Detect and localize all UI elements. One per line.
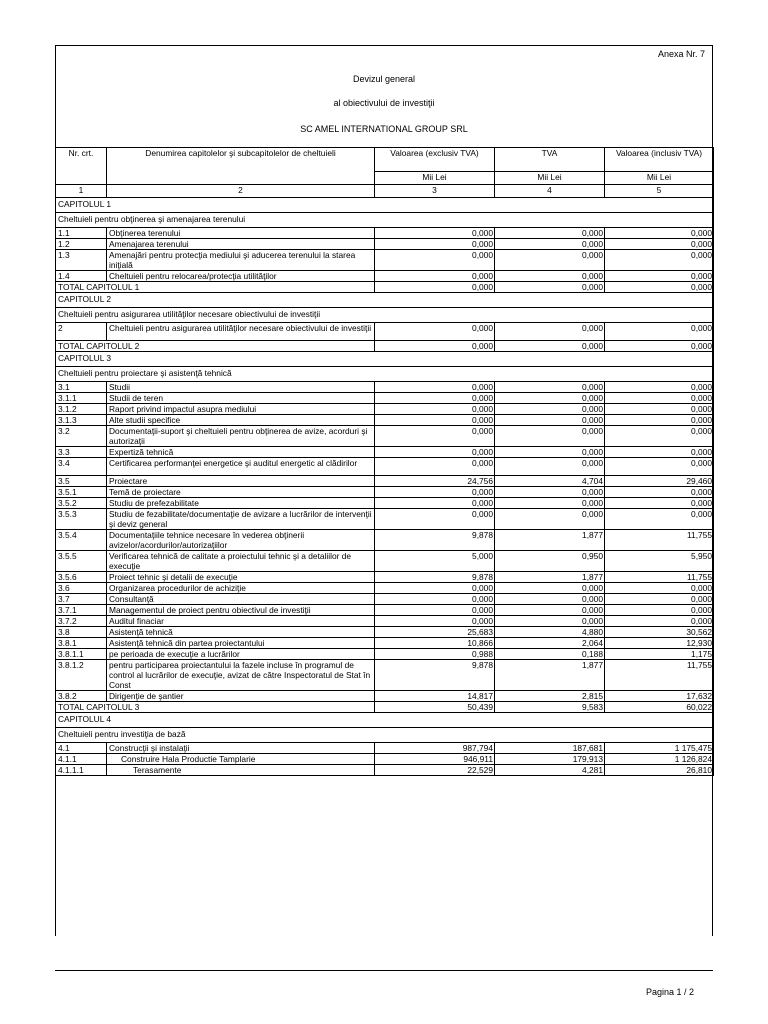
row-value-excl: 14,817	[375, 691, 495, 702]
row-value-tva: 0,000	[495, 415, 605, 426]
row-number: 3.8.1.2	[56, 660, 107, 691]
table-row	[56, 638, 714, 649]
table-row	[56, 228, 714, 239]
row-value-excl: 9,878	[375, 530, 495, 551]
row-value-excl: 25,683	[375, 627, 495, 638]
table-header-row	[56, 148, 714, 172]
total-row	[56, 282, 714, 293]
budget-table	[55, 147, 714, 776]
col-header-excl: Valoarea (exclusiv TVA)	[375, 148, 495, 172]
row-label: Asistenţă tehnică	[107, 627, 375, 638]
col-index: 4	[495, 185, 605, 198]
row-value-tva: 0,000	[495, 594, 605, 605]
row-value-incl: 30,562	[605, 627, 714, 638]
section-row	[56, 293, 714, 308]
row-value-excl: 9,878	[375, 572, 495, 583]
row-label: Raport privind impactul asupra mediului	[107, 404, 375, 415]
row-number: 3.8.2	[56, 691, 107, 702]
row-value-incl: 0,000	[605, 509, 714, 530]
row-number: 1.3	[56, 250, 107, 271]
row-value-excl: 5,000	[375, 551, 495, 572]
table-row	[56, 458, 714, 476]
document-title: Devizul general	[352, 74, 416, 84]
row-value-tva: 2,064	[495, 638, 605, 649]
row-value-excl: 0,000	[375, 594, 495, 605]
row-value-excl: 0,000	[375, 458, 495, 476]
row-number: 3.5.4	[56, 530, 107, 551]
row-value-incl: 11,755	[605, 660, 714, 691]
col-header-nr: Nr. crt.	[56, 148, 107, 185]
row-value-tva: 187,681	[495, 743, 605, 754]
row-value-incl: 0,000	[605, 498, 714, 509]
row-value-incl: 1 126,824	[605, 754, 714, 765]
row-value-incl: 0,000	[605, 271, 714, 282]
row-value-tva: 0,000	[495, 583, 605, 594]
row-value-incl: 0,000	[605, 404, 714, 415]
row-value-excl: 10,866	[375, 638, 495, 649]
row-value-incl: 12,930	[605, 638, 714, 649]
row-value-excl: 9,878	[375, 660, 495, 691]
row-value-tva: 0,000	[495, 323, 605, 341]
table-row	[56, 447, 714, 458]
row-value-incl: 26,810	[605, 765, 714, 776]
unit-tva: Mii Lei	[495, 172, 605, 185]
total-value-excl: 50,439	[375, 702, 495, 713]
row-value-incl: 0,000	[605, 382, 714, 393]
table-row	[56, 605, 714, 616]
row-number: 3.6	[56, 583, 107, 594]
total-row	[56, 702, 714, 713]
row-value-incl: 0,000	[605, 426, 714, 447]
row-value-incl: 0,000	[605, 616, 714, 627]
unit-incl: Mii Lei	[605, 172, 714, 185]
col-index: 2	[107, 185, 375, 198]
row-number: 4.1.1	[56, 754, 107, 765]
table-row	[56, 509, 714, 530]
table-row	[56, 743, 714, 754]
row-number: 1.2	[56, 239, 107, 250]
table-row	[56, 754, 714, 765]
col-index: 5	[605, 185, 714, 198]
row-number: 3.1.3	[56, 415, 107, 426]
row-number: 3.5.6	[56, 572, 107, 583]
row-label: Proiectare	[107, 476, 375, 487]
row-number: 3.8	[56, 627, 107, 638]
row-value-excl: 0,000	[375, 239, 495, 250]
col-index: 3	[375, 185, 495, 198]
unit-excl: Mii Lei	[375, 172, 495, 185]
row-value-excl: 0,000	[375, 447, 495, 458]
company-name: SC AMEL INTERNATIONAL GROUP SRL	[300, 124, 468, 134]
row-value-incl: 0,000	[605, 415, 714, 426]
row-value-tva: 0,000	[495, 426, 605, 447]
row-value-tva: 0,000	[495, 250, 605, 271]
row-number: 3.8.1.1	[56, 649, 107, 660]
table-row	[56, 404, 714, 415]
row-number: 3.2	[56, 426, 107, 447]
row-number: 3.4	[56, 458, 107, 476]
table-index-row	[56, 185, 714, 198]
table-row	[56, 594, 714, 605]
annex-number: Anexa Nr. 7	[657, 49, 705, 59]
total-value-tva: 0,000	[495, 341, 605, 352]
row-value-excl: 0,000	[375, 323, 495, 341]
row-label: Cheltuieli pentru relocarea/protecţia utilităţilor	[107, 271, 375, 282]
total-value-incl: 60,022	[605, 702, 714, 713]
row-number: 3.7.2	[56, 616, 107, 627]
table-row	[56, 239, 714, 250]
table-row	[56, 426, 714, 447]
total-value-tva: 0,000	[495, 282, 605, 293]
row-value-excl: 987,794	[375, 743, 495, 754]
table-row	[56, 660, 714, 691]
row-value-excl: 0,000	[375, 271, 495, 282]
row-value-tva: 2,815	[495, 691, 605, 702]
row-value-incl: 5,950	[605, 551, 714, 572]
row-number: 1.1	[56, 228, 107, 239]
section-title: Cheltuieli pentru investiţia de bază	[56, 728, 714, 743]
row-label: Managementul de proiect pentru obiectivul de investiţii	[107, 605, 375, 616]
footer-divider	[55, 970, 713, 971]
row-number: 3.5.2	[56, 498, 107, 509]
row-number: 4.1	[56, 743, 107, 754]
row-value-incl: 0,000	[605, 228, 714, 239]
section-row	[56, 308, 714, 323]
row-value-tva: 0,000	[495, 228, 605, 239]
row-value-excl: 0,000	[375, 498, 495, 509]
row-value-incl: 0,000	[605, 323, 714, 341]
section-title: CAPITOLUL 3	[56, 352, 714, 367]
row-label: Construire Hala Productie Tamplarie	[107, 754, 375, 765]
row-value-excl: 0,000	[375, 605, 495, 616]
document-page	[55, 45, 713, 936]
row-value-tva: 4,281	[495, 765, 605, 776]
row-value-tva: 0,000	[495, 271, 605, 282]
row-label: Expertiză tehnică	[107, 447, 375, 458]
row-label: Auditul finaciar	[107, 616, 375, 627]
row-value-excl: 0,000	[375, 487, 495, 498]
section-row	[56, 198, 714, 213]
row-label: Consultanţă	[107, 594, 375, 605]
total-value-excl: 0,000	[375, 282, 495, 293]
row-value-tva: 0,000	[495, 498, 605, 509]
total-value-incl: 0,000	[605, 282, 714, 293]
table-row	[56, 382, 714, 393]
row-value-excl: 0,000	[375, 583, 495, 594]
total-label: TOTAL CAPITOLUL 1	[56, 282, 375, 293]
row-label: Construcţii şi instalaţii	[107, 743, 375, 754]
section-title: Cheltuieli pentru asigurarea utilităţilor necesare obiectivului de investiţii	[56, 308, 714, 323]
section-row	[56, 352, 714, 367]
row-value-incl: 1,175	[605, 649, 714, 660]
table-row	[56, 583, 714, 594]
row-value-incl: 0,000	[605, 583, 714, 594]
table-row	[56, 627, 714, 638]
row-label: Studii	[107, 382, 375, 393]
row-label: Studiu de prefezabilitate	[107, 498, 375, 509]
row-label: Studii de teren	[107, 393, 375, 404]
row-value-incl: 0,000	[605, 393, 714, 404]
table-row	[56, 393, 714, 404]
row-value-tva: 0,000	[495, 393, 605, 404]
row-label: Cheltuieli pentru asigurarea utilităţilor necesare obiectivului de investiţii	[107, 323, 375, 341]
table-row	[56, 250, 714, 271]
row-value-tva: 179,913	[495, 754, 605, 765]
table-row	[56, 487, 714, 498]
row-value-excl: 0,000	[375, 509, 495, 530]
row-number: 1.4	[56, 271, 107, 282]
row-value-tva: 1,877	[495, 660, 605, 691]
section-row	[56, 367, 714, 382]
row-value-tva: 0,000	[495, 382, 605, 393]
row-label: Terasamente	[107, 765, 375, 776]
row-label: Alte studii specifice	[107, 415, 375, 426]
row-value-excl: 0,000	[375, 426, 495, 447]
row-value-tva: 0,950	[495, 551, 605, 572]
section-title: CAPITOLUL 1	[56, 198, 714, 213]
total-value-incl: 0,000	[605, 341, 714, 352]
page-number: Pagina 1 / 2	[645, 987, 694, 997]
row-value-incl: 17,632	[605, 691, 714, 702]
row-label: Verificarea tehnică de calitate a proiectului tehnic şi a detaliilor de execuţie	[107, 551, 375, 572]
row-label: Obţinerea terenului	[107, 228, 375, 239]
row-label: Temă de proiectare	[107, 487, 375, 498]
row-value-incl: 1 175,475	[605, 743, 714, 754]
row-label: pe perioada de execuţie a lucrărilor	[107, 649, 375, 660]
row-value-tva: 0,000	[495, 239, 605, 250]
table-row	[56, 323, 714, 341]
table-row	[56, 476, 714, 487]
row-value-tva: 0,000	[495, 509, 605, 530]
section-row	[56, 213, 714, 228]
row-value-incl: 0,000	[605, 458, 714, 476]
section-row	[56, 728, 714, 743]
document-subtitle: al obiectivului de investiţii	[333, 98, 435, 108]
total-label: TOTAL CAPITOLUL 3	[56, 702, 375, 713]
row-value-tva: 4,704	[495, 476, 605, 487]
row-value-excl: 0,000	[375, 616, 495, 627]
row-value-tva: 4,880	[495, 627, 605, 638]
section-row	[56, 713, 714, 728]
table-row	[56, 498, 714, 509]
row-value-incl: 0,000	[605, 594, 714, 605]
row-label: Dirigenţie de şantier	[107, 691, 375, 702]
row-label: Studiu de fezabilitate/documentaţie de avizare a lucrărilor de intervenţii şi deviz general	[107, 509, 375, 530]
total-label: TOTAL CAPITOLUL 2	[56, 341, 375, 352]
row-number: 3.3	[56, 447, 107, 458]
row-value-tva: 0,000	[495, 458, 605, 476]
row-value-excl: 22,529	[375, 765, 495, 776]
row-value-excl: 0,000	[375, 250, 495, 271]
row-value-incl: 0,000	[605, 605, 714, 616]
total-value-excl: 0,000	[375, 341, 495, 352]
row-number: 3.8.1	[56, 638, 107, 649]
row-number: 3.5	[56, 476, 107, 487]
total-row	[56, 341, 714, 352]
col-header-tva: TVA	[495, 148, 605, 172]
col-header-incl: Valoarea (inclusiv TVA)	[605, 148, 714, 172]
row-value-tva: 0,000	[495, 404, 605, 415]
row-number: 3.7.1	[56, 605, 107, 616]
row-value-incl: 0,000	[605, 239, 714, 250]
row-value-incl: 0,000	[605, 487, 714, 498]
row-value-excl: 0,000	[375, 228, 495, 239]
table-row	[56, 271, 714, 282]
row-value-excl: 24,756	[375, 476, 495, 487]
section-title: CAPITOLUL 4	[56, 713, 714, 728]
row-value-tva: 0,000	[495, 616, 605, 627]
row-number: 4.1.1.1	[56, 765, 107, 776]
row-label: pentru participarea proiectantului la fazele incluse în programul de control al lucrărilor de execuţie, avizat de către Inspectoratul de Stat în Const	[107, 660, 375, 691]
row-value-incl: 0,000	[605, 250, 714, 271]
row-value-excl: 0,000	[375, 382, 495, 393]
row-label: Amenajări pentru protecţia mediului şi aducerea terenului la starea iniţială	[107, 250, 375, 271]
row-number: 3.5.1	[56, 487, 107, 498]
row-number: 3.5.5	[56, 551, 107, 572]
section-title: CAPITOLUL 2	[56, 293, 714, 308]
table-row	[56, 415, 714, 426]
row-number: 3.1	[56, 382, 107, 393]
row-label: Documentaţii-suport şi cheltuieli pentru obţinerea de avize, acorduri şi autorizaţii	[107, 426, 375, 447]
section-title: Cheltuieli pentru obţinerea şi amenajarea terenului	[56, 213, 714, 228]
col-index: 1	[56, 185, 107, 198]
row-value-incl: 29,460	[605, 476, 714, 487]
row-value-excl: 0,988	[375, 649, 495, 660]
table-row	[56, 649, 714, 660]
row-value-tva: 1,877	[495, 530, 605, 551]
row-number: 3.7	[56, 594, 107, 605]
col-header-name: Denumirea capitolelor şi subcapitolelor de cheltuieli	[107, 148, 375, 185]
row-value-tva: 0,000	[495, 447, 605, 458]
total-value-tva: 9,583	[495, 702, 605, 713]
table-row	[56, 765, 714, 776]
row-value-excl: 946,911	[375, 754, 495, 765]
table-row	[56, 572, 714, 583]
row-value-excl: 0,000	[375, 415, 495, 426]
row-number: 3.1.1	[56, 393, 107, 404]
section-title: Cheltuieli pentru proiectare şi asistenţă tehnică	[56, 367, 714, 382]
row-label: Asistenţă tehnică din partea proiectantului	[107, 638, 375, 649]
table-row	[56, 530, 714, 551]
row-value-incl: 0,000	[605, 447, 714, 458]
row-label: Organizarea procedurilor de achiziţie	[107, 583, 375, 594]
row-value-incl: 11,755	[605, 572, 714, 583]
row-label: Certificarea performanţei energetice şi auditul energetic al clădirilor	[107, 458, 375, 476]
row-value-tva: 0,188	[495, 649, 605, 660]
row-label: Amenajarea terenului	[107, 239, 375, 250]
row-number: 3.5.3	[56, 509, 107, 530]
table-row	[56, 616, 714, 627]
row-label: Documentaţiile tehnice necesare în vederea obţinerii avizelor/acordurilor/autorizaţiilor	[107, 530, 375, 551]
row-value-excl: 0,000	[375, 404, 495, 415]
row-label: Proiect tehnic şi detalii de execuţie	[107, 572, 375, 583]
row-value-excl: 0,000	[375, 393, 495, 404]
row-value-tva: 0,000	[495, 487, 605, 498]
row-value-incl: 11,755	[605, 530, 714, 551]
row-value-tva: 0,000	[495, 605, 605, 616]
row-number: 3.1.2	[56, 404, 107, 415]
row-number: 2	[56, 323, 107, 341]
row-value-tva: 1,877	[495, 572, 605, 583]
table-row	[56, 551, 714, 572]
table-row	[56, 691, 714, 702]
